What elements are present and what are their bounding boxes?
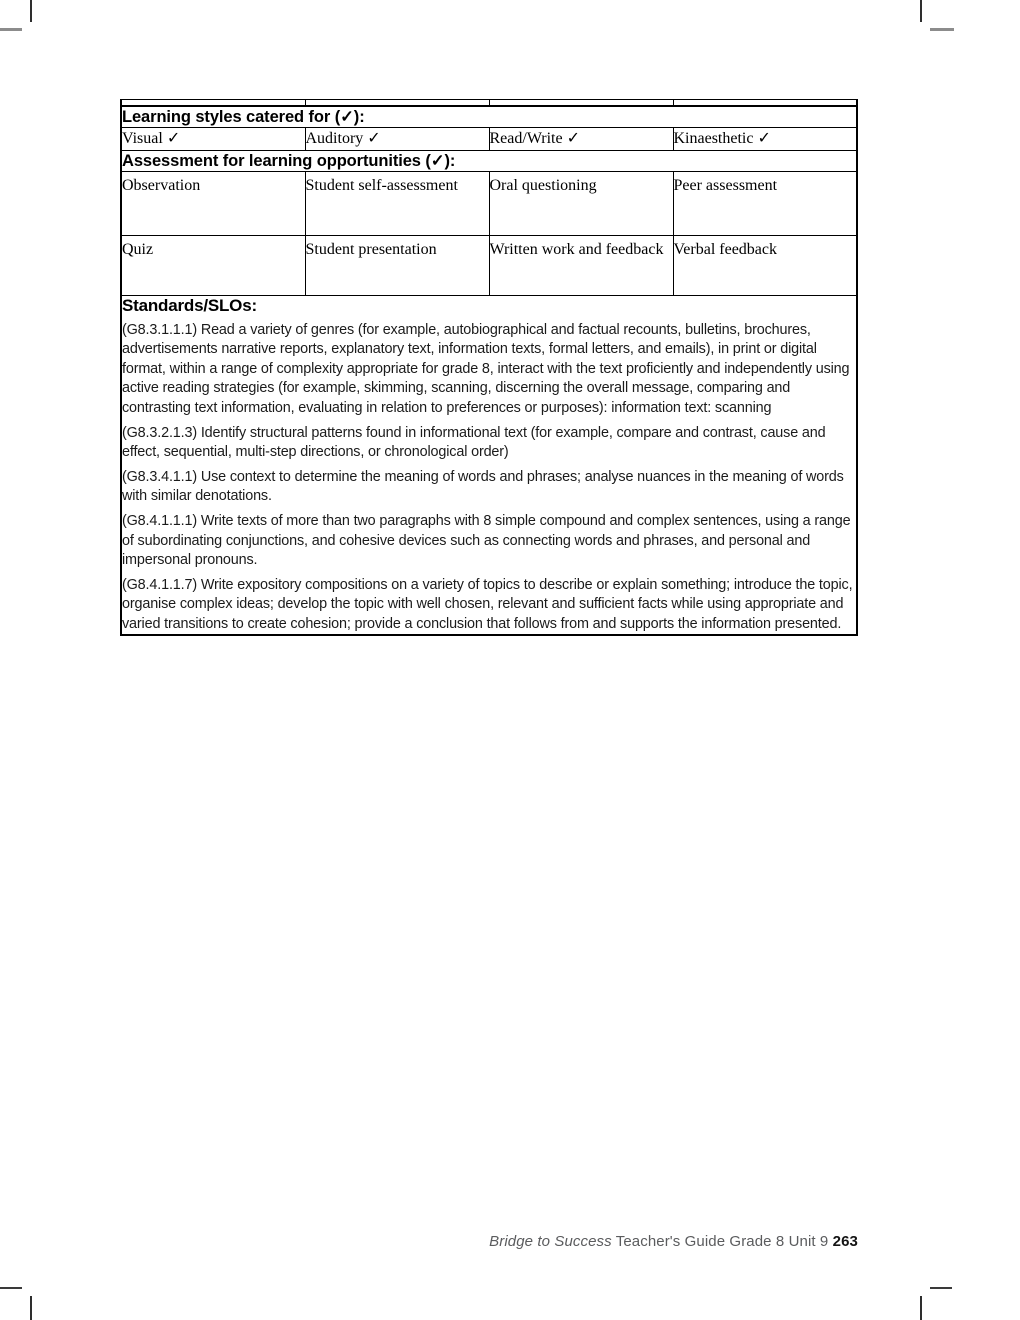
standards-item: (G8.4.1.1.1) Write texts of more than two paragraphs with 8 simple compound and complex sentences, using a range of subordinating conjunctions, and cohesive devices such as connecting words and phrases, and personal and impersonal pronouns. bbox=[122, 513, 851, 568]
standards-item: (G8.3.1.1.1) Read a variety of genres (for example, autobiographical and factual recounts, bulletins, brochures, advertisements narrative reports, explanatory text, information texts, formal letters, and emails), in print or digital format, within a range of complexity appropriate for grade 8, interact with the text proficiently and independently using active reading strategies (for example, skimming, scanning, discerning the overall message, comparing and contrasting text information, evaluating in relation to preferences or purposes): information text: scanning bbox=[122, 322, 850, 416]
learning-style-cell-kinaesthetic: Kinaesthetic ✓ bbox=[673, 128, 857, 151]
crop-mark-top-right-horizontal bbox=[930, 28, 954, 31]
standards-row bbox=[121, 296, 857, 636]
standards-item: (G8.4.1.1.7) Write expository compositions on a variety of topics to describe or explain something; introduce the topic, organise complex ideas; develop the topic with well chosen, relevant and sufficient facts while using appropriate and varied transitions to create cohesion; provide a conclusion that follows from and supports the information presented. bbox=[122, 576, 853, 632]
footer-book-title: Bridge to Success bbox=[489, 1233, 612, 1250]
assessment-header: Assessment for learning opportunities (✓): bbox=[121, 151, 857, 172]
assessment-row bbox=[121, 236, 857, 296]
assessment-header-row bbox=[121, 151, 857, 172]
assessment-cell-quiz: Quiz bbox=[121, 236, 305, 296]
assessment-cell-observation: Observation bbox=[121, 172, 305, 236]
crop-mark-top-right-vertical bbox=[920, 0, 922, 22]
assessment-row bbox=[121, 172, 857, 236]
assessment-cell-verbal-feedback: Verbal feedback bbox=[673, 236, 857, 296]
crop-mark-bottom-left-horizontal bbox=[0, 1287, 22, 1289]
learning-styles-header-row bbox=[121, 106, 857, 128]
lesson-info-table bbox=[120, 99, 858, 636]
page-footer bbox=[120, 1233, 858, 1250]
learning-style-cell-visual: Visual ✓ bbox=[121, 128, 305, 151]
footer-page-number: 263 bbox=[832, 1233, 858, 1250]
learning-styles-row bbox=[121, 128, 857, 151]
standards-item: (G8.3.2.1.3) Identify structural patterns found in informational text (for example, compare and contrast, cause and effect, sequential, multi-step directions, or chronological order) bbox=[122, 424, 826, 460]
crop-mark-top-left-horizontal bbox=[0, 28, 22, 31]
crop-mark-bottom-right-horizontal bbox=[930, 1287, 952, 1289]
assessment-cell-presentation: Student presentation bbox=[305, 236, 489, 296]
crop-mark-top-left-vertical bbox=[30, 0, 32, 22]
crop-mark-bottom-left-vertical bbox=[30, 1296, 32, 1320]
learning-style-cell-read-write: Read/Write ✓ bbox=[489, 128, 673, 151]
crop-mark-bottom-right-vertical bbox=[920, 1296, 922, 1320]
assessment-cell-peer-assessment: Peer assessment bbox=[673, 172, 857, 236]
standards-header: Standards/SLOs: bbox=[122, 296, 257, 315]
assessment-cell-self-assessment: Student self-assessment bbox=[305, 172, 489, 236]
assessment-cell-written-work: Written work and feedback bbox=[489, 236, 673, 296]
learning-styles-header: Learning styles catered for (✓): bbox=[121, 106, 857, 128]
assessment-cell-oral-questioning: Oral questioning bbox=[489, 172, 673, 236]
learning-style-cell-auditory: Auditory ✓ bbox=[305, 128, 489, 151]
footer-guide-text: Teacher's Guide Grade 8 Unit 9 bbox=[615, 1233, 829, 1250]
standards-item: (G8.3.4.1.1) Use context to determine the meaning of words and phrases; analyse nuances in the meaning of words with similar denotations. bbox=[122, 468, 844, 505]
standards-cell bbox=[121, 296, 857, 636]
